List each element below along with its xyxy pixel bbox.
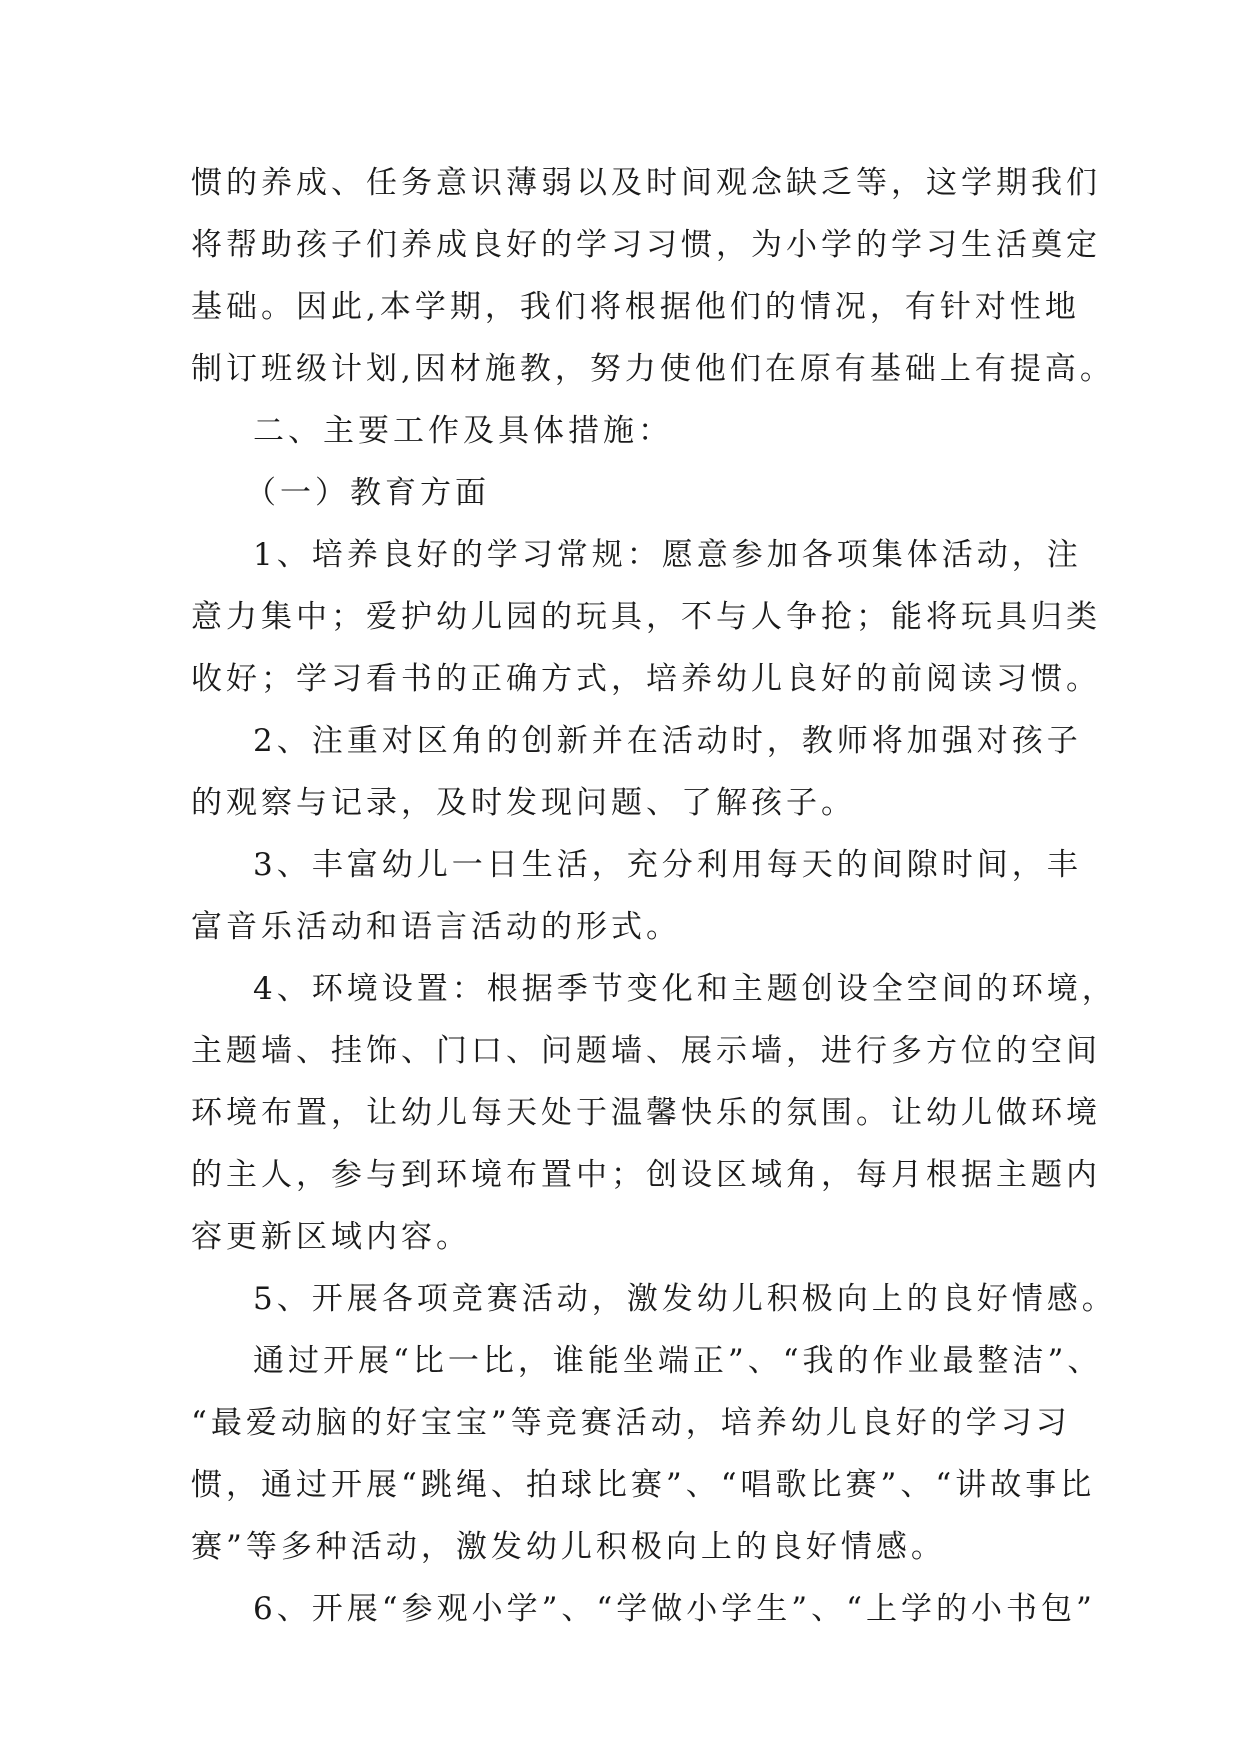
paragraph-line: 惯的养成、任务意识薄弱以及时间观念缺乏等，这学期我们 xyxy=(191,165,1101,201)
paragraph-line: 通过开展“比一比，谁能坐端正”、“我的作业最整洁”、 xyxy=(253,1343,1103,1379)
paragraph-line: 主题墙、挂饰、门口、问题墙、展示墙，进行多方位的空间 xyxy=(191,1033,1101,1069)
paragraph-line: 基础。因此,本学期，我们将根据他们的情况，有针对性地 xyxy=(191,289,1080,325)
paragraph-line: 惯，通过开展“跳绳、拍球比赛”、“唱歌比赛”、“讲故事比 xyxy=(191,1467,1096,1503)
subsection-heading: （一）教育方面 xyxy=(245,475,490,511)
paragraph-line: 容更新区域内容。 xyxy=(191,1219,471,1255)
list-item-3: 3、丰富幼儿一日生活，充分利用每天的间隙时间，丰 xyxy=(253,847,1082,883)
list-item-4: 4、环境设置：根据季节变化和主题创设全空间的环境， xyxy=(253,971,1117,1007)
paragraph-line: 的观察与记录，及时发现问题、了解孩子。 xyxy=(191,785,856,821)
body-text xyxy=(191,152,1117,1640)
paragraph-line: 富音乐活动和语言活动的形式。 xyxy=(191,909,681,945)
paragraph-line: 收好；学习看书的正确方式，培养幼儿良好的前阅读习惯。 xyxy=(191,661,1101,697)
list-item-6: 6、开展“参观小学”、“学做小学生”、“上学的小书包” xyxy=(253,1591,1096,1627)
paragraph-line: 意力集中；爱护幼儿园的玩具，不与人争抢；能将玩具归类 xyxy=(191,599,1101,635)
paragraph-line: “最爱动脑的好宝宝”等竞赛活动，培养幼儿良好的学习习 xyxy=(191,1405,1071,1441)
paragraph-line: 将帮助孩子们养成良好的学习习惯，为小学的学习生活奠定 xyxy=(191,227,1101,263)
list-item-1: 1、培养良好的学习常规：愿意参加各项集体活动，注 xyxy=(253,537,1082,573)
list-item-5: 5、开展各项竞赛活动，激发幼儿积极向上的良好情感。 xyxy=(253,1281,1117,1317)
paragraph-line: 的主人，参与到环境布置中；创设区域角，每月根据主题内 xyxy=(191,1157,1101,1193)
list-item-2: 2、注重对区角的创新并在活动时，教师将加强对孩子 xyxy=(253,723,1082,759)
paragraph-line: 制订班级计划,因材施教，努力使他们在原有基础上有提高。 xyxy=(191,351,1115,387)
paragraph-line: 环境布置，让幼儿每天处于温馨快乐的氛围。让幼儿做环境 xyxy=(191,1095,1101,1131)
paragraph-line: 赛”等多种活动，激发幼儿积极向上的良好情感。 xyxy=(191,1529,946,1565)
section-heading: 二、主要工作及具体措施： xyxy=(253,413,673,449)
